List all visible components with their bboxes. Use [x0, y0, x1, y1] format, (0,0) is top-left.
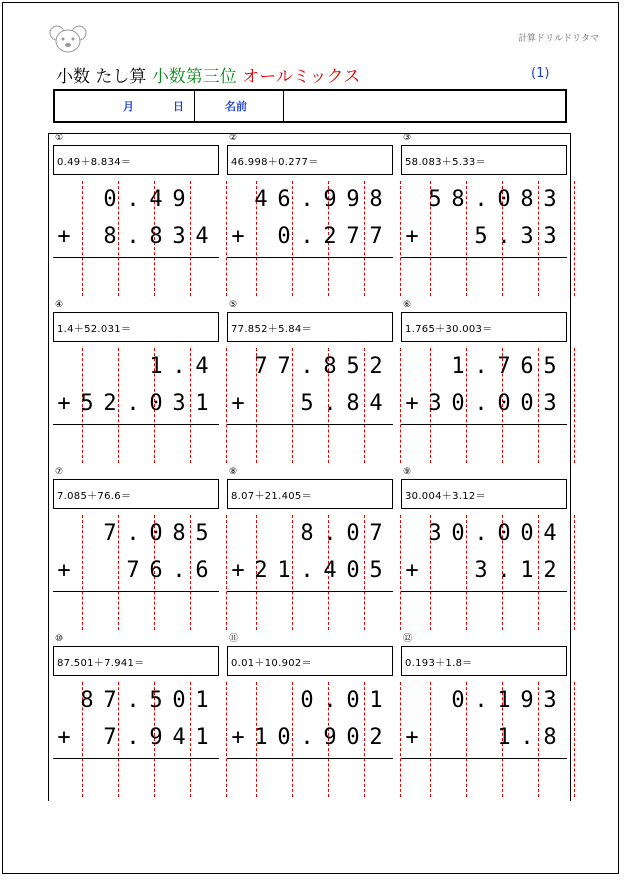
addend-digit: + — [57, 391, 71, 416]
addend-digit: 7 — [346, 224, 360, 249]
addend-digit: 9 — [149, 725, 163, 750]
guide-line — [574, 348, 575, 463]
problem-cell — [48, 133, 222, 300]
addend-digit: 1 — [277, 558, 291, 583]
problem-expression-box — [401, 312, 567, 342]
problem-number: ⑦ — [55, 467, 64, 477]
addend-digit: . — [126, 391, 140, 416]
addend-digit: 2 — [323, 224, 337, 249]
problem-cell — [222, 133, 396, 300]
addend-digit: 5 — [300, 391, 314, 416]
problem-cell — [222, 300, 396, 467]
problem-number: ② — [229, 133, 238, 143]
problem-expression-box — [53, 646, 219, 676]
addend-digit: 5 — [369, 558, 383, 583]
addend-digit: 0 — [277, 725, 291, 750]
problem-number: ⑫ — [403, 634, 413, 644]
addend-digit: 5 — [474, 224, 488, 249]
addend-digit: 7 — [369, 521, 383, 546]
addend-digit: 8 — [80, 688, 94, 713]
addend-digit: 1 — [451, 354, 465, 379]
addend-digit: 2 — [369, 725, 383, 750]
guide-line — [190, 515, 191, 630]
answer-line — [227, 424, 393, 425]
answer-line — [227, 257, 393, 258]
guide-line — [466, 348, 467, 463]
addend-digit: 8 — [323, 354, 337, 379]
addend-digit: 8 — [369, 187, 383, 212]
problem-number: ⑨ — [403, 467, 412, 477]
guide-line — [364, 181, 365, 296]
name-label: 名前 — [225, 100, 247, 113]
addend-digit: . — [497, 558, 511, 583]
addend-digit: 9 — [323, 725, 337, 750]
addend-digit: . — [474, 187, 488, 212]
addend-digit: 0 — [451, 391, 465, 416]
problem-expression-box — [227, 312, 393, 342]
addend-digit: 8 — [172, 521, 186, 546]
problem-expression: 1.4＋52.031＝ — [57, 324, 132, 335]
answer-line — [401, 257, 567, 258]
addend-digit: . — [126, 224, 140, 249]
guide-line — [466, 682, 467, 797]
addend-digit: 0 — [300, 688, 314, 713]
addend-digit: . — [126, 688, 140, 713]
title-sub-red: オールミックス — [242, 67, 361, 87]
guide-line — [118, 348, 119, 463]
problem-cell — [48, 634, 222, 801]
problem-expression-box — [401, 145, 567, 175]
guide-line — [574, 515, 575, 630]
addend-digit: 3 — [474, 558, 488, 583]
addend-digit: 1 — [254, 725, 268, 750]
answer-line — [53, 758, 219, 759]
addend-digit: 0 — [149, 391, 163, 416]
addend-digit: 0 — [497, 187, 511, 212]
answer-line — [53, 257, 219, 258]
problem-expression: 58.083＋5.33＝ — [405, 157, 486, 168]
addend-digit: . — [300, 725, 314, 750]
problem-expression: 0.193＋1.8＝ — [405, 658, 473, 669]
mouse-logo-icon — [48, 24, 88, 54]
addend-digit: 1 — [195, 688, 209, 713]
addend-digit: 5 — [149, 688, 163, 713]
addend-digit: 0 — [497, 521, 511, 546]
addend-digit: . — [300, 224, 314, 249]
addend-digit: 0 — [497, 391, 511, 416]
problem-expression: 77.852＋5.84＝ — [231, 324, 312, 335]
addend-digit: 2 — [369, 354, 383, 379]
problem-expression: 8.07＋21.405＝ — [231, 491, 312, 502]
problem-number: ⑪ — [229, 634, 239, 644]
addend-digit: 1 — [497, 725, 511, 750]
problem-cell — [396, 300, 570, 467]
addend-digit: 6 — [277, 187, 291, 212]
page-title — [56, 62, 360, 87]
addend-digit: 5 — [428, 187, 442, 212]
addend-digit: 8 — [300, 521, 314, 546]
day-label: 日 — [173, 100, 184, 113]
guide-line — [430, 682, 431, 797]
addend-digit: 3 — [543, 187, 557, 212]
addend-digit: + — [405, 725, 419, 750]
addend-digit: + — [231, 224, 245, 249]
addend-digit: 0 — [172, 688, 186, 713]
problem-expression-box — [53, 145, 219, 175]
addend-digit: 5 — [346, 354, 360, 379]
guide-line — [118, 515, 119, 630]
problem-expression: 0.49＋8.834＝ — [57, 157, 132, 168]
addend-digit: . — [474, 354, 488, 379]
addend-digit: 5 — [543, 354, 557, 379]
addend-digit: + — [57, 558, 71, 583]
addend-digit: 0 — [103, 187, 117, 212]
guide-line — [364, 515, 365, 630]
addend-digit: 8 — [149, 224, 163, 249]
addend-digit: + — [231, 725, 245, 750]
problem-cell — [396, 133, 570, 300]
addend-digit: 4 — [195, 224, 209, 249]
addend-digit: 0 — [346, 558, 360, 583]
answer-line — [227, 758, 393, 759]
problem-cell — [396, 467, 570, 634]
addend-digit: 4 — [543, 521, 557, 546]
problem-cell — [48, 467, 222, 634]
problem-number: ① — [55, 133, 64, 143]
addend-digit: 6 — [520, 354, 534, 379]
problem-expression-box — [227, 646, 393, 676]
addend-digit: . — [474, 688, 488, 713]
addend-digit: 0 — [451, 521, 465, 546]
addend-digit: 0 — [346, 725, 360, 750]
problem-expression: 1.765＋30.003＝ — [405, 324, 493, 335]
addend-digit: 2 — [254, 558, 268, 583]
addend-digit: . — [474, 391, 488, 416]
addend-digit: 7 — [277, 354, 291, 379]
title-sub-green: 小数第三位 — [151, 67, 237, 87]
addend-digit: 2 — [543, 558, 557, 583]
date-name-box — [53, 89, 567, 123]
guide-line — [82, 515, 83, 630]
problem-grid — [48, 133, 570, 801]
problem-number: ③ — [403, 133, 412, 143]
addend-digit: 3 — [543, 688, 557, 713]
guide-line — [190, 682, 191, 797]
answer-line — [401, 424, 567, 425]
addend-digit: . — [126, 187, 140, 212]
brand-label: 計算ドリルドリタマ — [518, 34, 600, 44]
guide-line — [292, 682, 293, 797]
problem-expression-box — [53, 312, 219, 342]
addend-digit: 4 — [149, 187, 163, 212]
page-number: (1) — [531, 66, 550, 81]
problem-cell — [396, 634, 570, 801]
addend-digit: + — [57, 224, 71, 249]
addend-digit: 7 — [103, 688, 117, 713]
addend-digit: . — [300, 354, 314, 379]
addend-digit: 7 — [103, 521, 117, 546]
addend-digit: + — [405, 558, 419, 583]
guide-line — [466, 515, 467, 630]
problem-cell — [222, 634, 396, 801]
addend-digit: . — [323, 688, 337, 713]
addend-digit: 0 — [346, 521, 360, 546]
addend-digit: 8 — [520, 187, 534, 212]
addend-digit: 3 — [172, 391, 186, 416]
title-main: 小数 たし算 — [56, 67, 147, 87]
answer-line — [401, 591, 567, 592]
problem-cell — [48, 300, 222, 467]
guide-line — [574, 181, 575, 296]
answer-line — [53, 591, 219, 592]
addend-digit: + — [231, 391, 245, 416]
addend-digit: 4 — [369, 391, 383, 416]
addend-digit: 1 — [497, 688, 511, 713]
answer-line — [401, 758, 567, 759]
addend-digit: . — [520, 725, 534, 750]
problem-expression: 46.998＋0.277＝ — [231, 157, 319, 168]
addend-digit: 6 — [195, 558, 209, 583]
guide-line — [292, 181, 293, 296]
addend-digit: 1 — [195, 725, 209, 750]
answer-line — [227, 591, 393, 592]
problem-number: ⑩ — [55, 634, 64, 644]
addend-digit: 3 — [543, 391, 557, 416]
addend-digit: 0 — [520, 391, 534, 416]
addend-digit: + — [231, 558, 245, 583]
addend-digit: 3 — [428, 521, 442, 546]
addend-digit: 4 — [172, 725, 186, 750]
addend-digit: 0 — [520, 521, 534, 546]
guide-line — [190, 348, 191, 463]
guide-line — [574, 682, 575, 797]
addend-digit: 9 — [520, 688, 534, 713]
guide-line — [364, 682, 365, 797]
addend-digit: . — [126, 521, 140, 546]
addend-digit: 1 — [369, 688, 383, 713]
guide-line — [538, 682, 539, 797]
addend-digit: 5 — [80, 391, 94, 416]
addend-digit: 0 — [277, 224, 291, 249]
addend-digit: 1 — [520, 558, 534, 583]
addend-digit: . — [474, 521, 488, 546]
addend-digit: 0 — [451, 688, 465, 713]
guide-line — [364, 348, 365, 463]
addend-digit: . — [172, 558, 186, 583]
guide-line — [118, 682, 119, 797]
addend-digit: 8 — [543, 725, 557, 750]
problem-expression-box — [227, 479, 393, 509]
addend-digit: + — [405, 391, 419, 416]
addend-digit: 3 — [172, 224, 186, 249]
guide-line — [538, 348, 539, 463]
addend-digit: . — [323, 521, 337, 546]
addend-digit: . — [497, 224, 511, 249]
addend-digit: 3 — [428, 391, 442, 416]
addend-digit: 7 — [103, 725, 117, 750]
answer-line — [53, 424, 219, 425]
addend-digit: 6 — [149, 558, 163, 583]
problem-cell — [222, 467, 396, 634]
addend-digit: + — [57, 725, 71, 750]
problem-expression: 87.501＋7.941＝ — [57, 658, 145, 669]
guide-line — [292, 348, 293, 463]
guide-line — [538, 515, 539, 630]
divider — [283, 91, 284, 121]
addend-digit: 8 — [451, 187, 465, 212]
addend-digit: . — [300, 558, 314, 583]
addend-digit: 5 — [195, 521, 209, 546]
addend-digit: 9 — [346, 187, 360, 212]
problem-expression: 0.01＋10.902＝ — [231, 658, 312, 669]
guide-line — [118, 181, 119, 296]
grid-border — [570, 133, 571, 801]
addend-digit: 2 — [103, 391, 117, 416]
guide-line — [292, 515, 293, 630]
addend-digit: 0 — [346, 688, 360, 713]
problem-number: ④ — [55, 300, 64, 310]
problem-expression-box — [401, 646, 567, 676]
addend-digit: 8 — [346, 391, 360, 416]
addend-digit: 4 — [323, 558, 337, 583]
addend-digit: 4 — [254, 187, 268, 212]
addend-digit: . — [126, 725, 140, 750]
addend-digit: 7 — [254, 354, 268, 379]
addend-digit: 3 — [520, 224, 534, 249]
problem-expression: 7.085＋76.6＝ — [57, 491, 132, 502]
addend-digit: + — [405, 224, 419, 249]
addend-digit: 9 — [172, 187, 186, 212]
addend-digit: . — [300, 187, 314, 212]
problem-expression-box — [401, 479, 567, 509]
guide-line — [466, 181, 467, 296]
addend-digit: 7 — [126, 558, 140, 583]
problem-number: ⑥ — [403, 300, 412, 310]
addend-digit: 9 — [323, 187, 337, 212]
addend-digit: 1 — [195, 391, 209, 416]
problem-expression-box — [227, 145, 393, 175]
problem-expression-box — [53, 479, 219, 509]
addend-digit: . — [172, 354, 186, 379]
addend-digit: 4 — [195, 354, 209, 379]
addend-digit: 7 — [497, 354, 511, 379]
addend-digit: . — [323, 391, 337, 416]
guide-line — [538, 181, 539, 296]
addend-digit: 1 — [149, 354, 163, 379]
addend-digit: 0 — [149, 521, 163, 546]
problem-number: ⑤ — [229, 300, 238, 310]
addend-digit: 8 — [103, 224, 117, 249]
addend-digit: 3 — [543, 224, 557, 249]
problem-expression: 30.004＋3.12＝ — [405, 491, 486, 502]
guide-line — [190, 181, 191, 296]
problem-number: ⑧ — [229, 467, 238, 477]
addend-digit: 7 — [369, 224, 383, 249]
guide-line — [82, 181, 83, 296]
month-label: 月 — [123, 100, 134, 113]
divider — [194, 91, 195, 121]
